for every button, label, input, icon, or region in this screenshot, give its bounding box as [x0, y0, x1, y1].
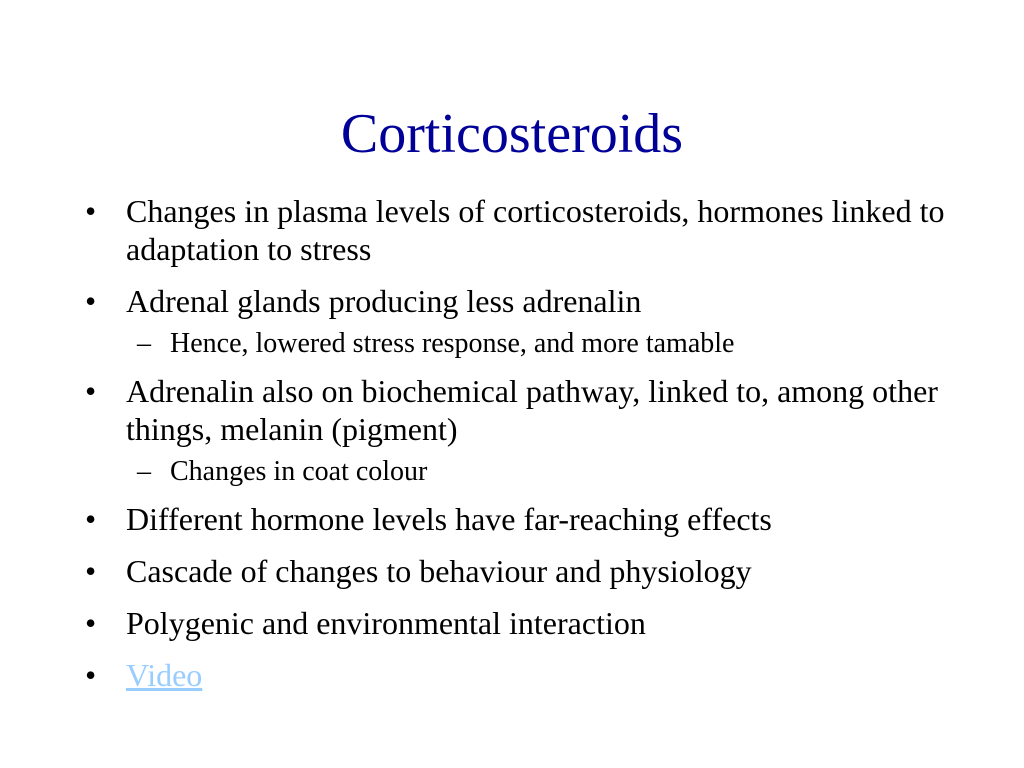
bullet-item: [82, 604, 982, 642]
slide-title: Corticosteroids: [340, 103, 684, 165]
bullet-text: Polygenic and environmental interaction: [126, 605, 646, 641]
sub-bullet-text: Changes in coat colour: [170, 456, 428, 487]
bullet-item: [82, 552, 982, 590]
bullet-icon: •: [85, 283, 97, 319]
dash-icon: –: [137, 456, 151, 487]
bullet-icon: •: [85, 501, 97, 537]
bullet-icon: •: [85, 373, 97, 409]
bullet-item: [82, 656, 982, 694]
bullet-item: [82, 500, 982, 538]
bullet-text: Cascade of changes to behaviour and physiology: [126, 553, 752, 589]
bullet-icon: •: [85, 193, 97, 229]
bullet-text: Adrenal glands producing less adrenalin: [126, 283, 642, 319]
sub-bullet-item: [82, 328, 982, 360]
slide-body: [82, 192, 982, 708]
bullet-item: [82, 192, 982, 268]
bullet-text: Changes in plasma levels of corticosteroids, hormones linked to adaptation to stress: [126, 193, 945, 267]
bullet-icon: •: [85, 553, 97, 589]
bullet-icon: •: [85, 657, 97, 693]
video-link[interactable]: Video: [126, 657, 203, 693]
bullet-item: [82, 282, 982, 320]
sub-bullet-text: Hence, lowered stress response, and more tamable: [170, 328, 735, 359]
bullet-item: [82, 372, 982, 448]
bullet-text: Different hormone levels have far-reaching effects: [126, 501, 772, 537]
sub-bullet-item: [82, 456, 982, 488]
bullet-text: Adrenalin also on biochemical pathway, linked to, among other things, melanin (pigment): [126, 373, 938, 447]
bullet-icon: •: [85, 605, 97, 641]
dash-icon: –: [137, 328, 151, 359]
